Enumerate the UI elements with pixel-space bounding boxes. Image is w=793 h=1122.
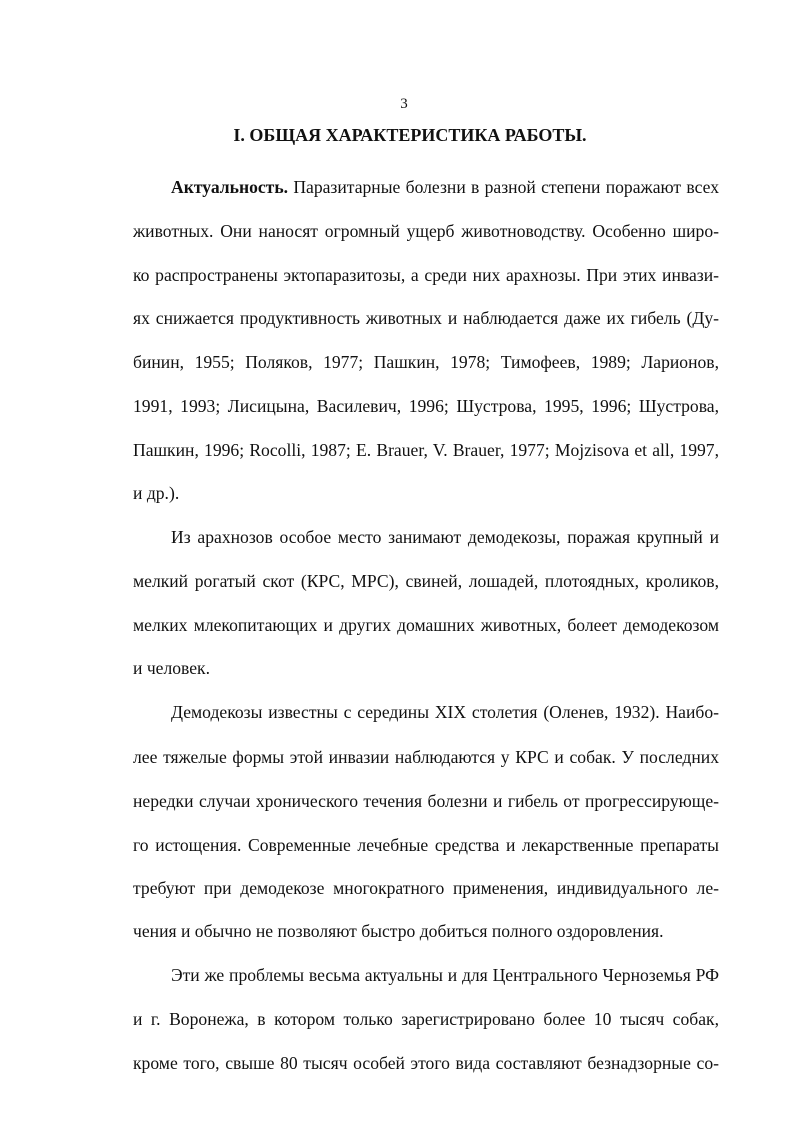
text-line: требуют при демодекозе многократного применения, индивидуального ле- xyxy=(133,878,719,898)
text-line: мелких млекопитающих и других домашних животных, болеет демодекозом xyxy=(133,615,719,635)
lead-term: Актуальность. xyxy=(171,177,289,197)
text-line: нередки случаи хронического течения болезни и гибель от прогрессирующе- xyxy=(133,791,719,811)
page-number: 3 xyxy=(400,96,408,112)
text-line: го истощения. Современные лечебные средства и лекарственные препараты xyxy=(133,835,719,855)
text-line: животных. Они наносят огромный ущерб животноводству. Особенно широ- xyxy=(133,221,719,241)
text-line: ко распространены эктопаразитозы, а среди них арахнозы. При этих инвази- xyxy=(133,265,719,285)
text-line: бинин, 1955; Поляков, 1977; Пашкин, 1978; Тимофеев, 1989; Ларионов, xyxy=(133,352,719,372)
text-line: ях снижается продуктивность животных и наблюдается даже их гибель (Ду- xyxy=(133,308,719,328)
section-heading: I. ОБЩАЯ ХАРАКТЕРИСТИКА РАБОТЫ. xyxy=(233,125,587,145)
text-line: Пашкин, 1996; Rocolli, 1987; E. Brauer, V. Brauer, 1977; Mojzisova et all, 1997, xyxy=(133,440,719,460)
text-line: Из арахнозов особое место занимают демодекозы, поражая крупный и xyxy=(171,527,719,547)
text-line: и человек. xyxy=(133,658,211,678)
text-line: Эти же проблемы весьма актуальны и для Центрального Черноземья РФ xyxy=(171,965,719,985)
text-line: кроме того, свыше 80 тысяч особей этого вида составляют безнадзорные со- xyxy=(133,1053,719,1073)
text-line: мелкий рогатый скот (КРС, МРС), свиней, лошадей, плотоядных, кроликов, xyxy=(133,571,719,591)
text-line: Актуальность. Паразитарные болезни в разной степени поражают всех xyxy=(171,177,719,197)
text-line: и г. Воронежа, в котором только зарегистрировано более 10 тысяч собак, xyxy=(133,1009,719,1029)
text-line: Демодекозы известны с середины XIX столетия (Оленев, 1932). Наибо- xyxy=(171,702,719,722)
text-line: 1991, 1993; Лисицына, Василевич, 1996; Шустрова, 1995, 1996; Шустрова, xyxy=(133,396,719,416)
text-line: лее тяжелые формы этой инвазии наблюдаются у КРС и собак. У последних xyxy=(133,747,719,767)
text-line: и др.). xyxy=(133,483,180,503)
text-line: чения и обычно не позволяют быстро добиться полного оздоровления. xyxy=(133,921,664,941)
